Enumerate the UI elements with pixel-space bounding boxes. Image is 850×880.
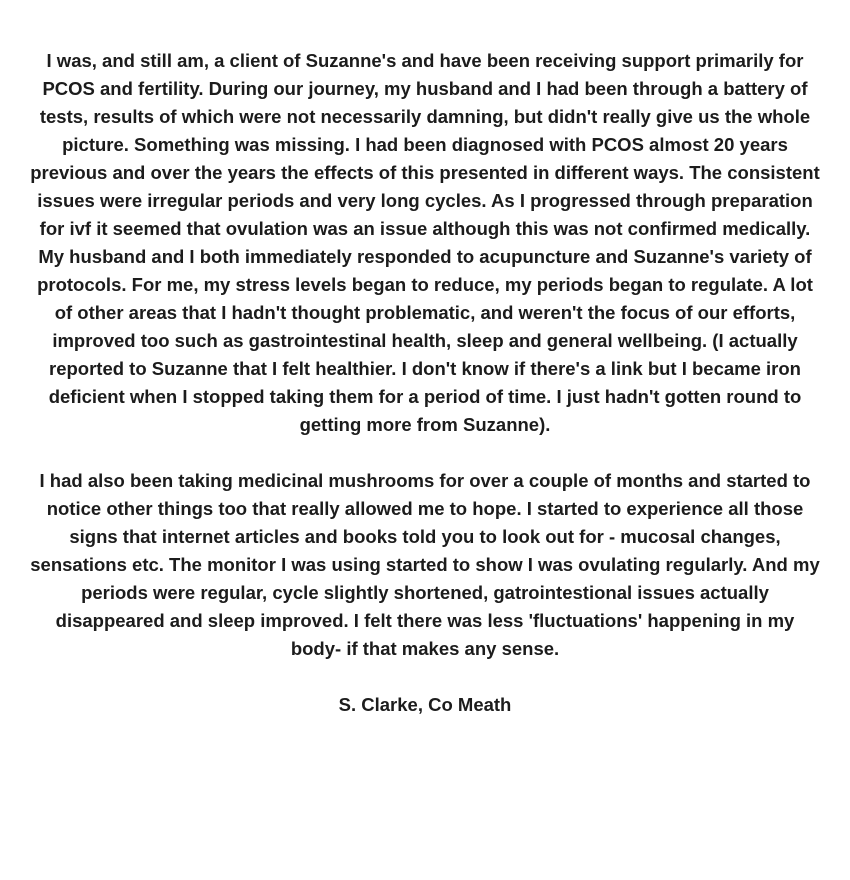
paragraph-spacer xyxy=(30,439,820,467)
testimonial-paragraph-1: I was, and still am, a client of Suzanne's and have been receiving support primarily for PCOS and fertility. During our journey, my husband and I had been through a battery of tests, results of which were not necessarily damning, but didn't really give us the whole picture. Something was missing. I had been diagnosed with PCOS almost 20 years previous and over the years the effects of this presented in different ways. The consistent issues were irregular periods and very long cycles. As I progressed through preparation for ivf it seemed that ovulation was an issue although this was not confirmed medically. xyxy=(30,50,820,239)
testimonial-signature: S. Clarke, Co Meath xyxy=(338,694,512,715)
testimonial-paragraph-3: I had also been taking medicinal mushrooms for over a couple of months and started to notice other things too that really allowed me to hope. I started to experience all those signs that internet articles and books told you to look out for - mucosal changes, sensations etc. The monitor I was using started to show I was ovulating regularly. And my periods were regular, cycle slightly shortened, gatrointestional issues actually disappeared and sleep improved. I felt there was less 'fluctuations' happening in my body- if that makes any sense. xyxy=(30,470,820,659)
paragraph-spacer xyxy=(30,663,820,691)
testimonial-paragraph-2: My husband and I both immediately responded to acupuncture and Suzanne's variety of protocols. For me, my stress levels began to reduce, my periods began to regulate. A lot of other areas that I hadn't thought problematic, and weren't the focus of our efforts, improved too such as gastrointestinal health, sleep and general wellbeing. (I actually reported to Suzanne that I felt healthier. I don't know if there's a link but I became iron deficient when I stopped taking them for a period of time. I just hadn't gotten round to getting more from Suzanne). xyxy=(37,246,813,435)
testimonial-block xyxy=(30,47,820,719)
